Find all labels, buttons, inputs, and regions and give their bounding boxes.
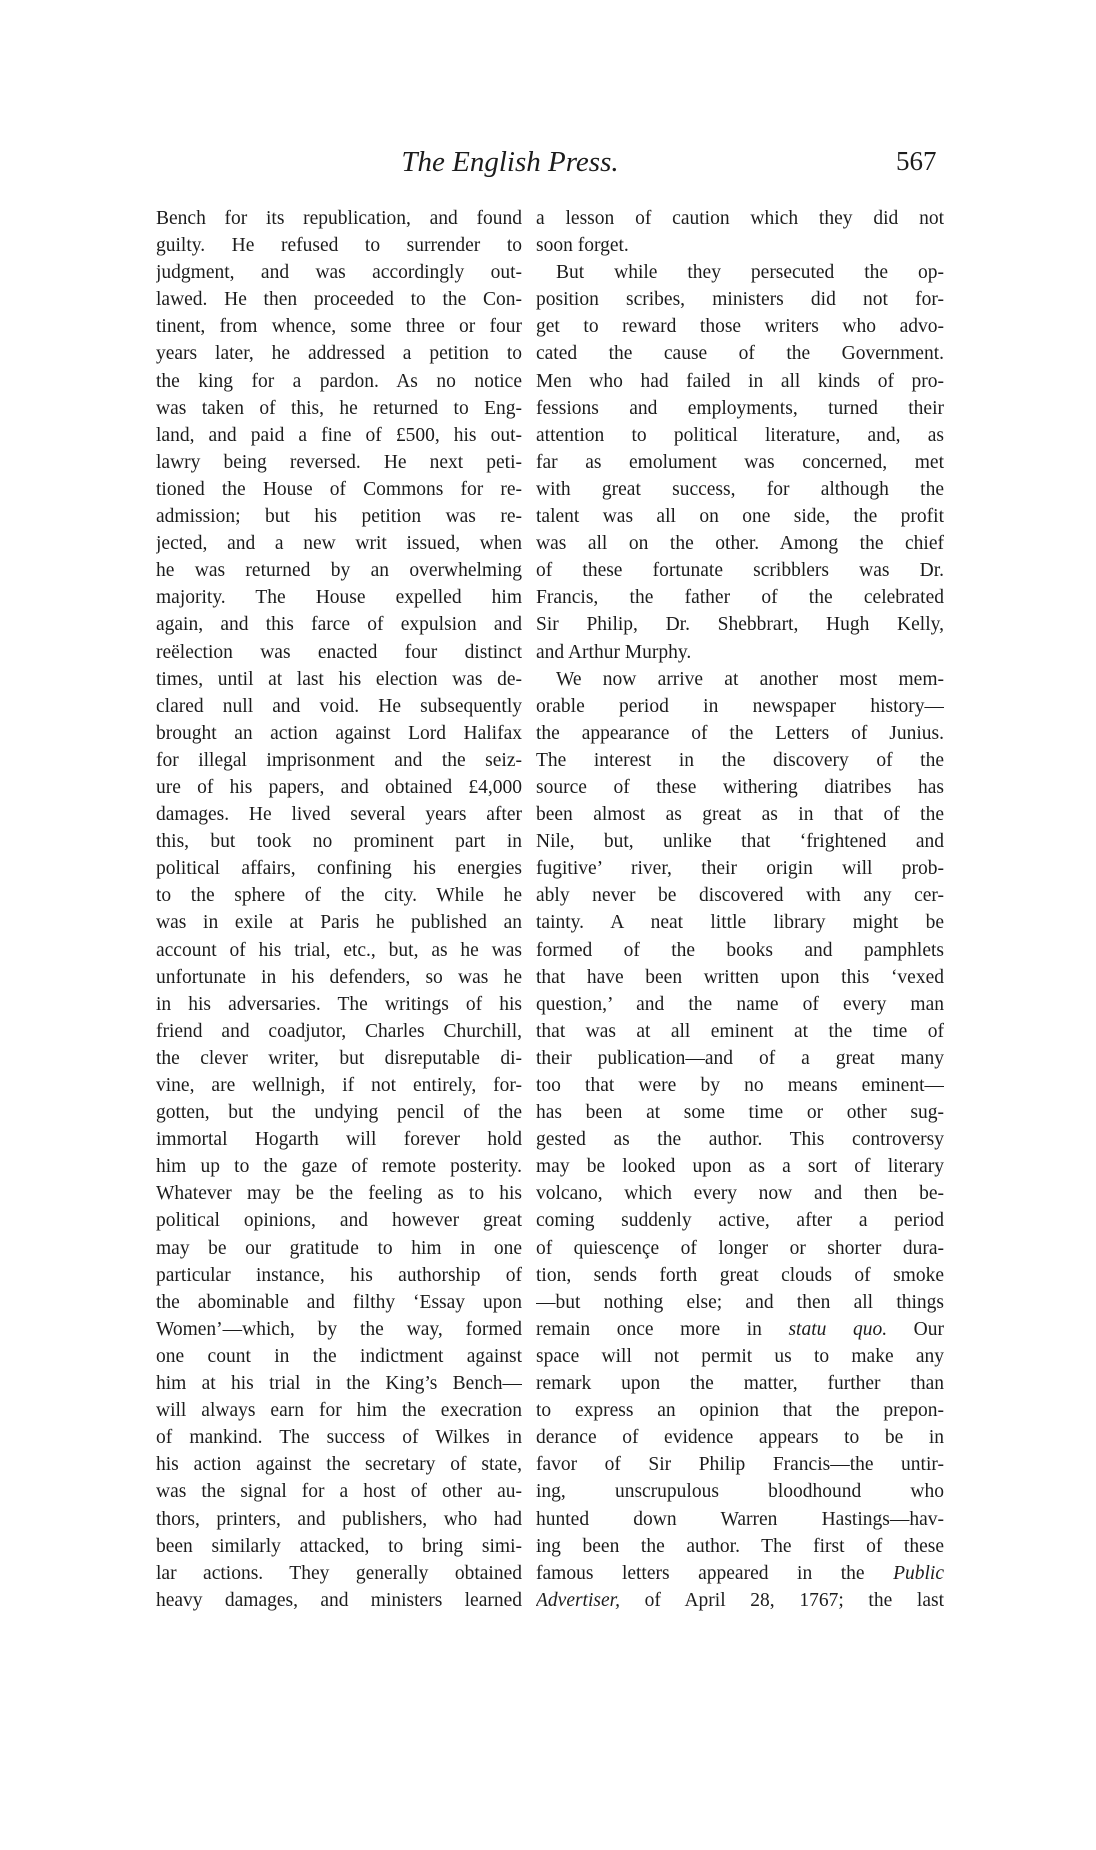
text-line: gested as the author. This controversy — [536, 1129, 944, 1151]
text-line: space will not permit us to make any — [536, 1345, 944, 1367]
text-line: talent was all on one side, the profit — [536, 506, 944, 528]
text-line: ing, unscrupulous bloodhound who — [536, 1481, 944, 1503]
text-line: cated the cause of the Government. — [536, 343, 944, 365]
text-line: was the signal for a host of other au- — [156, 1481, 522, 1503]
text-line: of these fortunate scribblers was Dr. — [536, 560, 944, 582]
text-line: admission; but his petition was re- — [156, 506, 522, 528]
text-line: vine, are wellnigh, if not entirely, for- — [156, 1075, 522, 1096]
text-line: his action against the secretary of state, — [156, 1454, 522, 1476]
text-line: lawry being reversed. He next peti- — [156, 451, 522, 473]
text-line: reëlection was enacted four distinct — [156, 641, 522, 663]
text-line: this, but took no prominent part in — [156, 831, 522, 853]
text-line: been similarly attacked, to bring simi- — [156, 1535, 522, 1557]
text-line: of mankind. The success of Wilkes in — [156, 1427, 522, 1449]
text-line: hunted down Warren Hastings—hav- — [536, 1508, 944, 1530]
text-segment: of April 28, 1767; the last — [619, 1589, 944, 1611]
text-line: question,’ and the name of every man — [536, 993, 944, 1015]
text-line — [536, 1587, 944, 1614]
text-line: been almost as great as in that of the — [536, 804, 944, 826]
text-line: get to reward those writers who advo- — [536, 316, 944, 338]
italic-text: Public — [893, 1562, 944, 1584]
text-line: Men who had failed in all kinds of pro- — [536, 370, 944, 392]
text-line: unfortunate in his defenders, so was he — [156, 966, 522, 988]
text-line: The interest in the discovery of the — [536, 749, 944, 771]
text-line: attention to political literature, and, as — [536, 424, 944, 446]
italic-text: Advertiser, — [536, 1589, 620, 1611]
text-line: that was at all eminent at the time of — [536, 1020, 944, 1042]
text-line: Bench for its republication, and found — [156, 208, 522, 229]
page-number: 567 — [896, 146, 937, 176]
text-line: him at his trial in the King’s Bench— — [156, 1373, 522, 1395]
text-line: that have been written upon this ‘vexed — [536, 966, 944, 988]
text-line: the clever writer, but disreputable di- — [156, 1047, 522, 1069]
text-line: to the sphere of the city. While he — [156, 885, 522, 907]
right-column — [536, 205, 944, 1614]
text-line: the king for a pardon. As no notice — [156, 370, 522, 392]
text-line: was taken of this, he returned to Eng- — [156, 397, 522, 419]
text-line: position scribes, ministers did not for- — [536, 289, 944, 311]
text-line: to express an opinion that the prepon- — [536, 1400, 944, 1422]
text-line: ure of his papers, and obtained £4,000 — [156, 776, 522, 798]
text-line: volcano, which every now and then be- — [536, 1183, 944, 1205]
text-line: times, until at last his election was de- — [156, 668, 522, 690]
italic-text: statu quo. — [788, 1318, 888, 1340]
text-line: clared null and void. He subsequently — [156, 695, 522, 717]
text-line: political opinions, and however great — [156, 1210, 522, 1232]
text-line: tinent, from whence, some three or four — [156, 316, 522, 338]
text-line: derance of evidence appears to be in — [536, 1427, 944, 1449]
text-segment: remain once more in — [536, 1318, 789, 1340]
text-line — [536, 1316, 944, 1343]
text-line: particular instance, his authorship of — [156, 1264, 522, 1286]
text-line: Sir Philip, Dr. Shebbrart, Hugh Kelly, — [536, 614, 944, 636]
text-line: remark upon the matter, further than — [536, 1373, 944, 1395]
text-line: soon forget. — [536, 235, 629, 257]
text-line: fugitive’ river, their origin will prob- — [536, 858, 944, 880]
text-line: may be looked upon as a sort of literary — [536, 1156, 944, 1178]
text-line: heavy damages, and ministers learned — [156, 1589, 522, 1611]
text-line: judgment, and was accordingly out- — [156, 262, 522, 284]
text-line: coming suddenly active, after a period — [536, 1210, 944, 1232]
text-line: Whatever may be the feeling as to his — [156, 1183, 522, 1205]
text-line: guilty. He refused to surrender to — [156, 235, 522, 257]
text-line: has been at some time or other sug- — [536, 1102, 944, 1124]
text-line: thors, printers, and publishers, who had — [156, 1508, 522, 1530]
text-line: gotten, but the undying pencil of the — [156, 1102, 522, 1124]
text-line: land, and paid a fine of £500, his out- — [156, 424, 522, 446]
text-line — [536, 1560, 944, 1587]
text-line: with great success, for although the — [536, 478, 944, 500]
text-line: for illegal imprisonment and the seiz- — [156, 749, 522, 771]
text-line: lawed. He then proceeded to the Con- — [156, 289, 522, 311]
text-line: orable period in newspaper history— — [536, 695, 944, 717]
text-line: We now arrive at another most mem- — [556, 668, 944, 690]
text-line: ing been the author. The first of these — [536, 1535, 944, 1557]
text-line: in his adversaries. The writings of his — [156, 993, 522, 1015]
text-line: far as emolument was concerned, met — [536, 451, 944, 473]
text-line: tioned the House of Commons for re- — [156, 478, 522, 500]
text-line: But while they persecuted the op- — [556, 262, 944, 284]
text-line: will always earn for him the execration — [156, 1400, 522, 1422]
text-line: a lesson of caution which they did not — [536, 208, 944, 229]
left-column — [156, 205, 522, 1614]
text-line: brought an action against Lord Halifax — [156, 722, 522, 744]
running-title: The English Press. — [401, 146, 619, 178]
text-line: jected, and a new writ issued, when — [156, 533, 522, 555]
text-segment: Our — [887, 1318, 944, 1340]
text-line: and Arthur Murphy. — [536, 641, 692, 663]
text-line: —but nothing else; and then all things — [536, 1291, 944, 1313]
text-line: him up to the gaze of remote posterity. — [156, 1156, 522, 1178]
text-line: he was returned by an overwhelming — [156, 560, 522, 582]
text-line: of quiescençe of longer or shorter dura- — [536, 1237, 944, 1259]
text-line: their publication—and of a great many — [536, 1047, 944, 1069]
text-line: the abominable and filthy ‘Essay upon — [156, 1291, 522, 1313]
text-line: again, and this farce of expulsion and — [156, 614, 522, 636]
text-line: damages. He lived several years after — [156, 804, 522, 826]
text-line: immortal Hogarth will forever hold — [156, 1129, 522, 1151]
text-line: favor of Sir Philip Francis—the untir- — [536, 1454, 944, 1476]
text-line: Nile, but, unlike that ‘frightened and — [536, 831, 944, 853]
text-line: account of his trial, etc., but, as he was — [156, 939, 522, 961]
text-line: lar actions. They generally obtained — [156, 1562, 522, 1584]
text-line: was all on the other. Among the chief — [536, 533, 944, 555]
text-segment: famous letters appeared in the — [536, 1562, 894, 1584]
text-line: one count in the indictment against — [156, 1345, 522, 1367]
text-line: friend and coadjutor, Charles Churchill, — [156, 1020, 522, 1042]
text-line: was in exile at Paris he published an — [156, 912, 522, 934]
text-line: source of these withering diatribes has — [536, 776, 944, 798]
text-line: the appearance of the Letters of Junius. — [536, 722, 944, 744]
text-line: formed of the books and pamphlets — [536, 939, 944, 961]
text-line: Women’—which, by the way, formed — [156, 1318, 522, 1340]
text-line: too that were by no means eminent— — [536, 1075, 944, 1096]
text-line: political affairs, confining his energies — [156, 858, 522, 880]
text-line: Francis, the father of the celebrated — [536, 587, 944, 609]
text-line: majority. The House expelled him — [156, 587, 522, 609]
text-line: ably never be discovered with any cer- — [536, 885, 944, 907]
text-line: may be our gratitude to him in one — [156, 1237, 522, 1259]
text-line: tion, sends forth great clouds of smoke — [536, 1264, 944, 1286]
text-line: tainty. A neat little library might be — [536, 912, 944, 934]
text-line: fessions and employments, turned their — [536, 397, 944, 419]
text-line: years later, he addressed a petition to — [156, 343, 522, 365]
